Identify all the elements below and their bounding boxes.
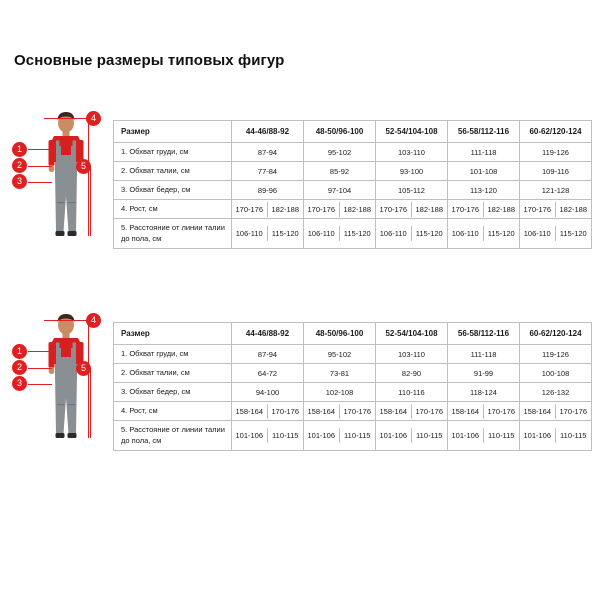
callout-leader-2 bbox=[28, 166, 52, 167]
cell-dual bbox=[232, 421, 304, 451]
row-label: 5. Расстояние от линии талии до пола, см bbox=[114, 219, 232, 249]
cell: 119-126 bbox=[520, 345, 592, 364]
callout-leader-4 bbox=[44, 118, 88, 119]
col-header-size: Размер bbox=[114, 121, 232, 143]
cell-dual bbox=[448, 200, 520, 219]
cell: 170-176 bbox=[448, 202, 484, 217]
row-label: 3. Обхват бедер, см bbox=[114, 383, 232, 402]
col-header-3: 52-54/104-108 bbox=[376, 323, 448, 345]
cell: 101-106 bbox=[448, 428, 484, 443]
cell: 106-110 bbox=[232, 226, 268, 241]
table-row bbox=[114, 421, 592, 451]
cell: 106-110 bbox=[520, 226, 556, 241]
callout-marker-5: 5 bbox=[76, 159, 91, 174]
cell: 182-188 bbox=[271, 204, 300, 214]
sizes-table-1 bbox=[113, 120, 592, 249]
table-row bbox=[114, 383, 592, 402]
cell: 182-188 bbox=[343, 204, 372, 214]
figure-male-overalls-2 bbox=[8, 312, 113, 472]
cell-dual bbox=[376, 200, 448, 219]
callout-marker-3b: 3 bbox=[12, 376, 27, 391]
cell-dual bbox=[304, 402, 376, 421]
cell: 110-115 bbox=[560, 431, 587, 440]
male-figure-illustration bbox=[30, 110, 102, 270]
cell: 106-110 bbox=[376, 226, 412, 241]
cell: 115-120 bbox=[415, 229, 443, 238]
table-row bbox=[114, 162, 592, 181]
cell-dual bbox=[232, 219, 304, 249]
cell: 101-106 bbox=[376, 428, 412, 443]
row-label: 5. Расстояние от линии талии до пола, см bbox=[114, 421, 232, 451]
table-row bbox=[114, 219, 592, 249]
callout-leader-1 bbox=[28, 149, 52, 150]
cell-dual bbox=[376, 219, 448, 249]
cell: 94-100 bbox=[232, 383, 304, 402]
cell: 101-106 bbox=[232, 428, 268, 443]
cell: 111-118 bbox=[448, 345, 520, 364]
callout-leader-2b bbox=[28, 368, 52, 369]
col-header-2: 48-50/96-100 bbox=[304, 121, 376, 143]
col-header-4: 56-58/112-116 bbox=[448, 323, 520, 345]
table-header-row bbox=[114, 121, 592, 143]
cell-dual bbox=[232, 200, 304, 219]
cell: 115-120 bbox=[271, 229, 299, 238]
cell: 85-92 bbox=[304, 162, 376, 181]
cell: 95-102 bbox=[304, 143, 376, 162]
cell: 111-118 bbox=[448, 143, 520, 162]
cell: 91-99 bbox=[448, 364, 520, 383]
cell: 93-100 bbox=[376, 162, 448, 181]
cell-dual bbox=[304, 200, 376, 219]
row-label: 1. Обхват груди, см bbox=[114, 345, 232, 364]
col-header-size: Размер bbox=[114, 323, 232, 345]
cell: 158-164 bbox=[448, 404, 484, 419]
row-label: 4. Рост, см bbox=[114, 402, 232, 421]
callout-marker-2: 2 bbox=[12, 158, 27, 173]
row-label: 1. Обхват груди, см bbox=[114, 143, 232, 162]
table-row bbox=[114, 143, 592, 162]
col-header-3: 52-54/104-108 bbox=[376, 121, 448, 143]
cell: 73-81 bbox=[304, 364, 376, 383]
cell: 170-176 bbox=[415, 406, 444, 416]
cell: 87-94 bbox=[232, 345, 304, 364]
cell-dual bbox=[520, 421, 592, 451]
cell: 101-106 bbox=[304, 428, 340, 443]
cell: 113-120 bbox=[448, 181, 520, 200]
table-header-row bbox=[114, 323, 592, 345]
cell: 101-108 bbox=[448, 162, 520, 181]
cell: 97-104 bbox=[304, 181, 376, 200]
figure-male-overalls-1 bbox=[8, 110, 113, 270]
callout-marker-4b: 4 bbox=[86, 313, 101, 328]
callout-leader-4-vertical bbox=[88, 118, 89, 236]
col-header-5: 60-62/120-124 bbox=[520, 121, 592, 143]
cell: 82-90 bbox=[376, 364, 448, 383]
callout-marker-1: 1 bbox=[12, 142, 27, 157]
col-header-5: 60-62/120-124 bbox=[520, 323, 592, 345]
cell: 100-108 bbox=[520, 364, 592, 383]
callout-marker-4: 4 bbox=[86, 111, 101, 126]
cell: 182-188 bbox=[487, 204, 516, 214]
cell: 170-176 bbox=[487, 406, 516, 416]
cell: 170-176 bbox=[304, 202, 340, 217]
callout-leader-4b bbox=[44, 320, 88, 321]
cell: 110-116 bbox=[376, 383, 448, 402]
callout-marker-3: 3 bbox=[12, 174, 27, 189]
cell: 121-128 bbox=[520, 181, 592, 200]
cell: 170-176 bbox=[271, 406, 300, 416]
callout-leader-5b-vertical bbox=[90, 368, 91, 438]
cell: 101-106 bbox=[520, 428, 556, 443]
callout-leader-1b bbox=[28, 351, 52, 352]
table-row bbox=[114, 345, 592, 364]
col-header-2: 48-50/96-100 bbox=[304, 323, 376, 345]
cell-dual bbox=[376, 421, 448, 451]
cell: 170-176 bbox=[520, 202, 556, 217]
callout-marker-5b: 5 bbox=[76, 361, 91, 376]
cell: 126-132 bbox=[520, 383, 592, 402]
cell: 158-164 bbox=[304, 404, 340, 419]
table-row bbox=[114, 181, 592, 200]
cell: 109-116 bbox=[520, 162, 592, 181]
cell: 110-115 bbox=[272, 431, 299, 440]
callout-leader-3 bbox=[28, 182, 52, 183]
cell: 158-164 bbox=[520, 404, 556, 419]
cell: 103-110 bbox=[376, 143, 448, 162]
row-label: 4. Рост, см bbox=[114, 200, 232, 219]
cell: 87-94 bbox=[232, 143, 304, 162]
callout-marker-1b: 1 bbox=[12, 344, 27, 359]
cell: 115-120 bbox=[343, 229, 371, 238]
cell: 103-110 bbox=[376, 345, 448, 364]
cell: 182-188 bbox=[559, 204, 588, 214]
cell-dual bbox=[448, 219, 520, 249]
cell: 158-164 bbox=[232, 404, 268, 419]
cell: 106-110 bbox=[304, 226, 340, 241]
cell: 110-115 bbox=[416, 431, 443, 440]
table-row bbox=[114, 364, 592, 383]
row-label: 3. Обхват бедер, см bbox=[114, 181, 232, 200]
page-title: Основные размеры типовых фигур bbox=[14, 52, 285, 69]
row-label: 2. Обхват талии, см bbox=[114, 364, 232, 383]
col-header-1: 44-46/88-92 bbox=[232, 323, 304, 345]
cell: 158-164 bbox=[376, 404, 412, 419]
cell-dual bbox=[448, 421, 520, 451]
callout-leader-4b-vertical bbox=[88, 320, 89, 438]
table-row bbox=[114, 402, 592, 421]
col-header-4: 56-58/112-116 bbox=[448, 121, 520, 143]
cell-dual bbox=[304, 421, 376, 451]
cell: 110-115 bbox=[488, 431, 515, 440]
cell: 170-176 bbox=[343, 406, 372, 416]
cell-dual bbox=[448, 402, 520, 421]
cell: 64-72 bbox=[232, 364, 304, 383]
cell-dual bbox=[232, 402, 304, 421]
cell-dual bbox=[520, 402, 592, 421]
cell: 95-102 bbox=[304, 345, 376, 364]
col-header-1: 44-46/88-92 bbox=[232, 121, 304, 143]
cell: 170-176 bbox=[376, 202, 412, 217]
cell-dual bbox=[520, 200, 592, 219]
male-figure-illustration-2 bbox=[30, 312, 102, 472]
callout-leader-5-vertical bbox=[90, 166, 91, 236]
cell: 77-84 bbox=[232, 162, 304, 181]
sizes-table-2 bbox=[113, 322, 592, 451]
callout-leader-3b bbox=[28, 384, 52, 385]
cell: 115-120 bbox=[559, 229, 587, 238]
cell: 106-110 bbox=[448, 226, 484, 241]
cell: 102-108 bbox=[304, 383, 376, 402]
cell-dual bbox=[376, 402, 448, 421]
callout-marker-2b: 2 bbox=[12, 360, 27, 375]
cell: 105-112 bbox=[376, 181, 448, 200]
row-label: 2. Обхват талии, см bbox=[114, 162, 232, 181]
cell: 182-188 bbox=[415, 204, 444, 214]
cell: 170-176 bbox=[559, 406, 588, 416]
cell-dual bbox=[520, 219, 592, 249]
cell: 110-115 bbox=[344, 431, 371, 440]
table-row bbox=[114, 200, 592, 219]
cell: 115-120 bbox=[487, 229, 515, 238]
cell: 118-124 bbox=[448, 383, 520, 402]
cell-dual bbox=[304, 219, 376, 249]
cell: 89-96 bbox=[232, 181, 304, 200]
cell: 170-176 bbox=[232, 202, 268, 217]
cell: 119-126 bbox=[520, 143, 592, 162]
